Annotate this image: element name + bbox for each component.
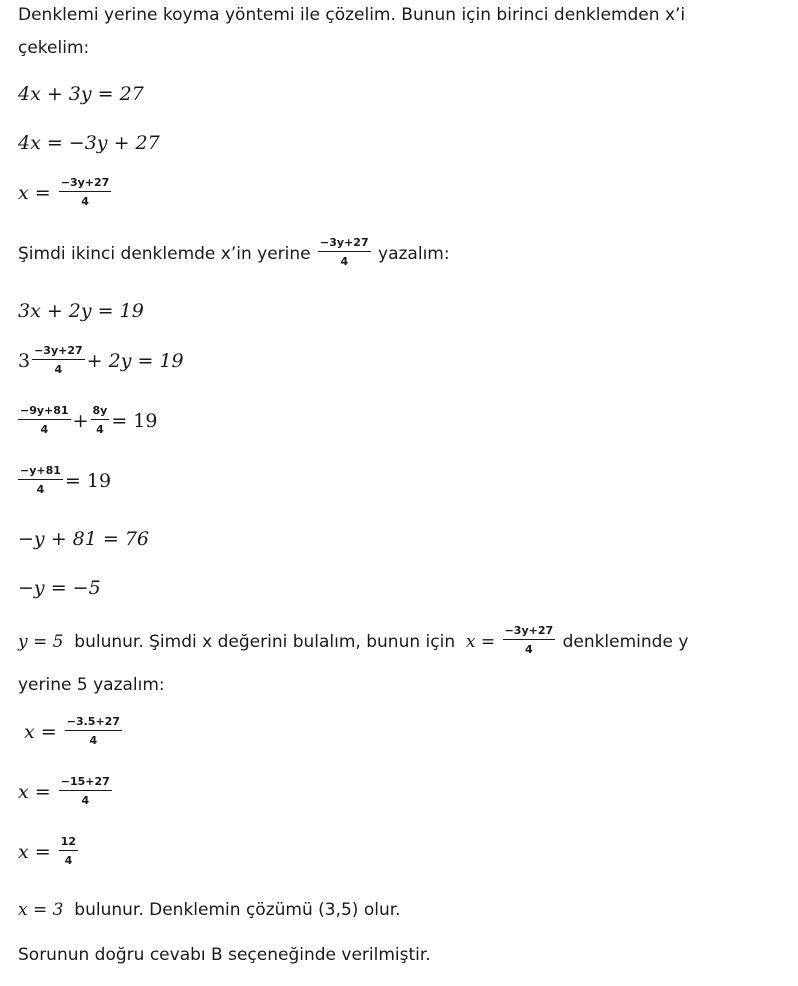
eq6-fraction-2 — [91, 404, 110, 436]
eq6-rest: = 19 — [111, 410, 158, 432]
eq12-numerator: 12 — [59, 835, 78, 851]
equation-2: 4x = −3y + 27 — [18, 132, 160, 154]
result-y-math: y = 5 — [18, 632, 64, 652]
equation-10 — [24, 717, 124, 749]
result-y-lhs: x = — [465, 632, 496, 652]
eq3-fraction — [59, 176, 112, 208]
result-y-numerator: −3y+27 — [503, 624, 556, 640]
conclusion-text: Sorunun doğru cevabı B seçeneğinde verilmiştir. — [18, 945, 431, 965]
equation-9: −y = −5 — [18, 577, 101, 599]
eq7-fraction — [18, 464, 63, 496]
eq11-lhs: x = — [18, 781, 51, 803]
equation-4: 3x + 2y = 19 — [18, 300, 144, 322]
eq10-lhs: x = — [24, 721, 57, 743]
substitution-denominator: 4 — [340, 255, 349, 268]
eq5-fraction — [32, 344, 85, 376]
equation-6 — [16, 406, 157, 438]
eq12-denominator: 4 — [64, 854, 73, 867]
result-y-line — [18, 626, 688, 658]
eq3-denominator: 4 — [81, 195, 89, 208]
substitution-text-before: Şimdi ikinci denklemde x’in yerine — [18, 244, 311, 264]
eq3-lhs: x = — [18, 182, 51, 204]
eq5-denominator: 4 — [54, 363, 63, 376]
eq6-numerator-1: −9y+81 — [18, 404, 71, 420]
result-y-denominator: 4 — [525, 643, 533, 656]
substitution-fraction — [318, 236, 371, 268]
intro-text-line1: Denklemi yerine koyma yöntemi ile çözelim. Bunun için birinci denklemden x’i — [18, 5, 686, 25]
eq7-denominator: 4 — [36, 483, 45, 496]
substitution-numerator: −3y+27 — [318, 236, 371, 252]
eq11-fraction — [59, 775, 112, 807]
equation-7 — [16, 466, 111, 498]
eq7-rest: = 19 — [64, 470, 112, 492]
equation-11 — [18, 777, 114, 809]
result-y-text: bulunur. Şimdi x değerini bulalım, bunun için — [74, 632, 456, 652]
result-y-line2: yerine 5 yazalım: — [18, 675, 165, 695]
eq10-fraction — [65, 715, 122, 747]
result-x-line — [18, 900, 401, 920]
eq6-denominator-2: 4 — [96, 423, 104, 436]
substitution-text — [18, 238, 450, 270]
intro-text-line2: çekelim: — [18, 38, 90, 58]
result-x-math: x = 3 — [18, 900, 64, 920]
eq12-fraction — [59, 835, 78, 867]
eq10-numerator: −3.5+27 — [65, 715, 122, 731]
equation-8: −y + 81 = 76 — [18, 528, 150, 550]
result-y-fraction — [503, 624, 556, 656]
eq12-lhs: x = — [18, 841, 51, 863]
result-x-text: bulunur. Denklemin çözümü (3,5) olur. — [74, 900, 401, 920]
eq11-numerator: −15+27 — [59, 775, 112, 791]
substitution-text-after: yazalım: — [378, 244, 450, 264]
eq7-numerator: −y+81 — [18, 464, 63, 480]
eq5-numerator: −3y+27 — [32, 344, 85, 360]
eq6-numerator-2: 8y — [91, 404, 110, 420]
eq10-denominator: 4 — [89, 734, 98, 747]
equation-1: 4x + 3y = 27 — [18, 83, 144, 105]
equation-12 — [18, 837, 80, 869]
result-y-text-2: denkleminde y — [562, 632, 689, 652]
equation-5 — [18, 346, 184, 378]
eq11-denominator: 4 — [81, 794, 90, 807]
eq5-rest: + 2y = 19 — [86, 350, 184, 372]
equation-3 — [18, 178, 113, 210]
eq6-plus: + — [72, 410, 89, 432]
eq3-numerator: −3y+27 — [59, 176, 112, 192]
eq6-fraction-1 — [18, 404, 71, 436]
eq5-coefficient: 3 — [18, 350, 31, 372]
eq6-denominator-1: 4 — [40, 423, 49, 436]
